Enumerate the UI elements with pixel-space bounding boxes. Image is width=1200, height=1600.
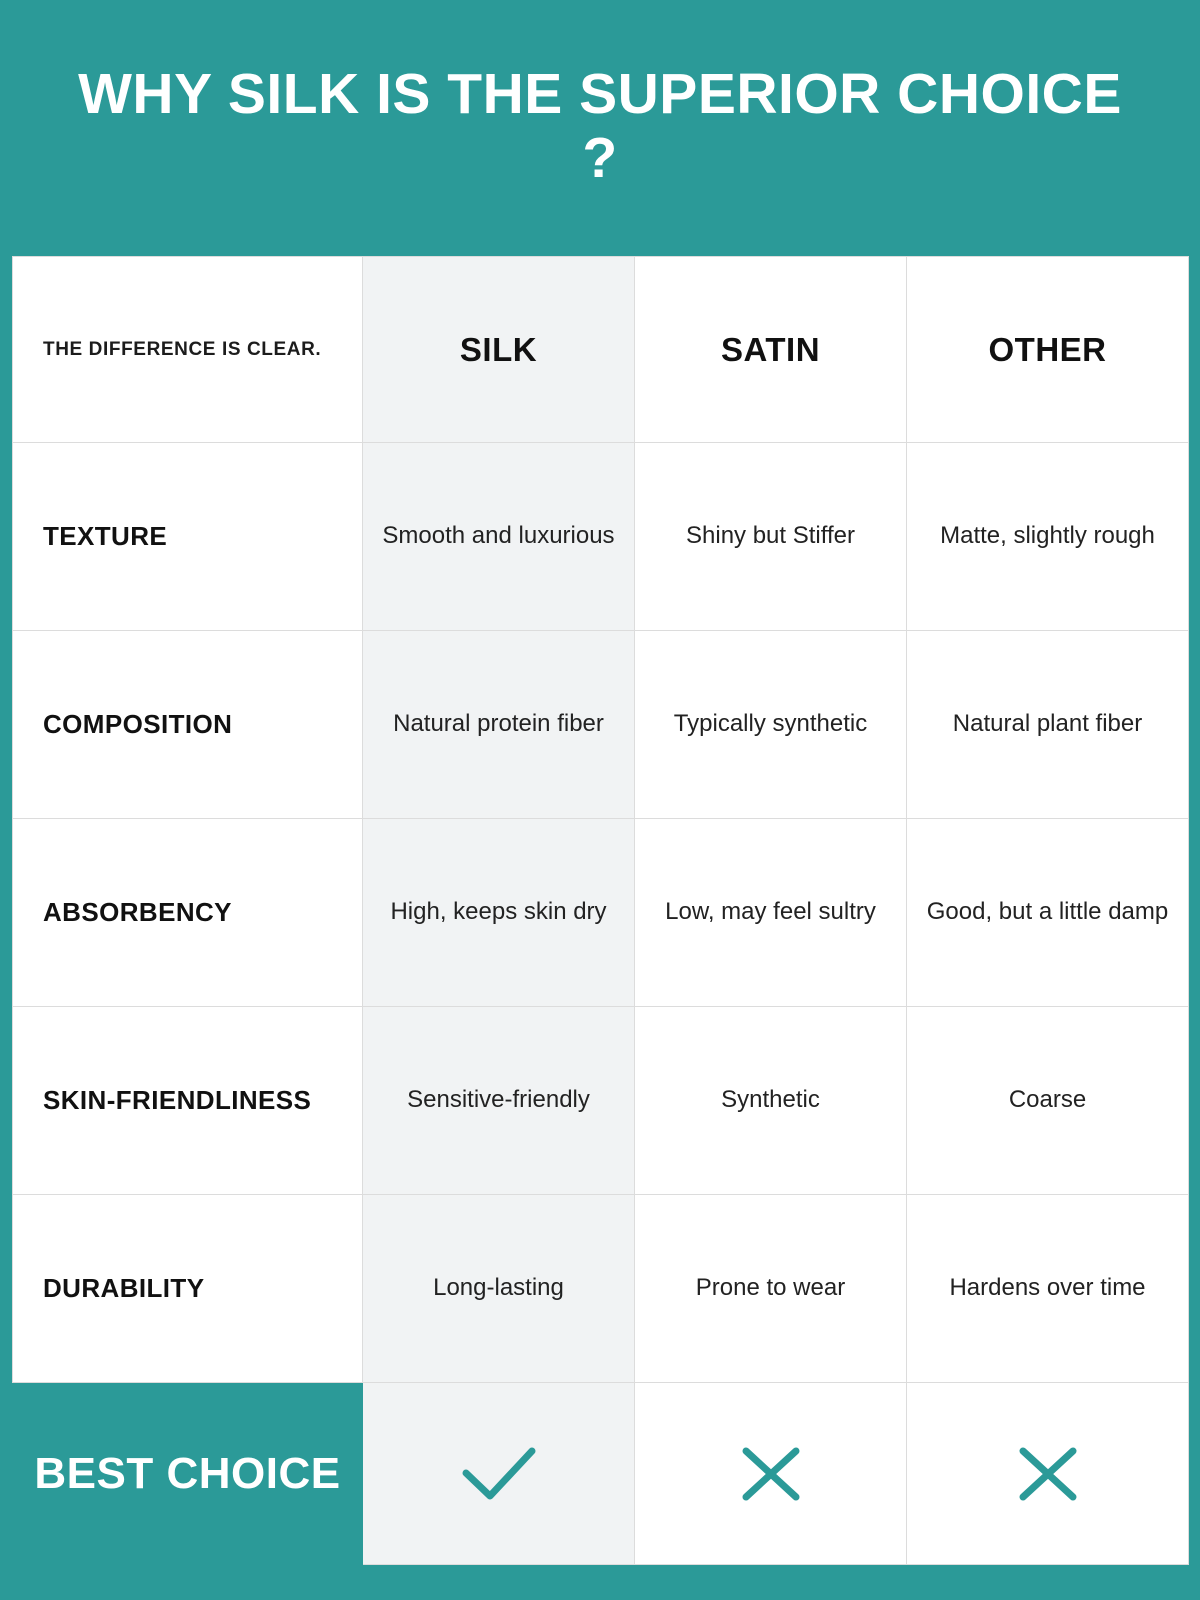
cell-absorbency-other: Good, but a little damp bbox=[907, 819, 1189, 1007]
cell-composition-silk: Natural protein fiber bbox=[363, 631, 635, 819]
cell-skin-friendliness-satin: Synthetic bbox=[635, 1007, 907, 1195]
row-label-texture: TEXTURE bbox=[13, 443, 363, 631]
cell-composition-other: Natural plant fiber bbox=[907, 631, 1189, 819]
cell-texture-other: Matte, slightly rough bbox=[907, 443, 1189, 631]
comparison-table bbox=[12, 256, 1189, 1565]
comparison-table-wrapper bbox=[12, 256, 1188, 1565]
cross-icon bbox=[1015, 1465, 1081, 1482]
cell-texture-silk: Smooth and luxurious bbox=[363, 443, 635, 631]
table-row bbox=[13, 443, 1189, 631]
verdict-satin bbox=[635, 1383, 907, 1565]
best-choice-label: BEST CHOICE bbox=[13, 1383, 363, 1565]
verdict-silk bbox=[363, 1383, 635, 1565]
corner-label: THE DIFFERENCE IS CLEAR. bbox=[13, 257, 363, 443]
table-row bbox=[13, 631, 1189, 819]
page-title: WHY SILK IS THE SUPERIOR CHOICE ? bbox=[78, 61, 1122, 190]
cross-icon bbox=[738, 1465, 804, 1482]
table-row bbox=[13, 1195, 1189, 1383]
row-label-absorbency: ABSORBENCY bbox=[13, 819, 363, 1007]
table-header-row bbox=[13, 257, 1189, 443]
cell-durability-satin: Prone to wear bbox=[635, 1195, 907, 1383]
cell-composition-satin: Typically synthetic bbox=[635, 631, 907, 819]
table-footer-row bbox=[13, 1383, 1189, 1565]
row-label-durability: DURABILITY bbox=[13, 1195, 363, 1383]
column-header-satin: SATIN bbox=[635, 257, 907, 443]
cell-durability-other: Hardens over time bbox=[907, 1195, 1189, 1383]
check-icon bbox=[460, 1465, 538, 1482]
cell-skin-friendliness-silk: Sensitive-friendly bbox=[363, 1007, 635, 1195]
column-header-silk: SILK bbox=[363, 257, 635, 443]
header-banner bbox=[0, 0, 1200, 252]
cell-absorbency-silk: High, keeps skin dry bbox=[363, 819, 635, 1007]
column-header-other: OTHER bbox=[907, 257, 1189, 443]
cell-durability-silk: Long-lasting bbox=[363, 1195, 635, 1383]
row-label-composition: COMPOSITION bbox=[13, 631, 363, 819]
row-label-skin-friendliness: SKIN-FRIENDLINESS bbox=[13, 1007, 363, 1195]
verdict-other bbox=[907, 1383, 1189, 1565]
cell-absorbency-satin: Low, may feel sultry bbox=[635, 819, 907, 1007]
cell-texture-satin: Shiny but Stiffer bbox=[635, 443, 907, 631]
table-row bbox=[13, 819, 1189, 1007]
cell-skin-friendliness-other: Coarse bbox=[907, 1007, 1189, 1195]
table-row bbox=[13, 1007, 1189, 1195]
